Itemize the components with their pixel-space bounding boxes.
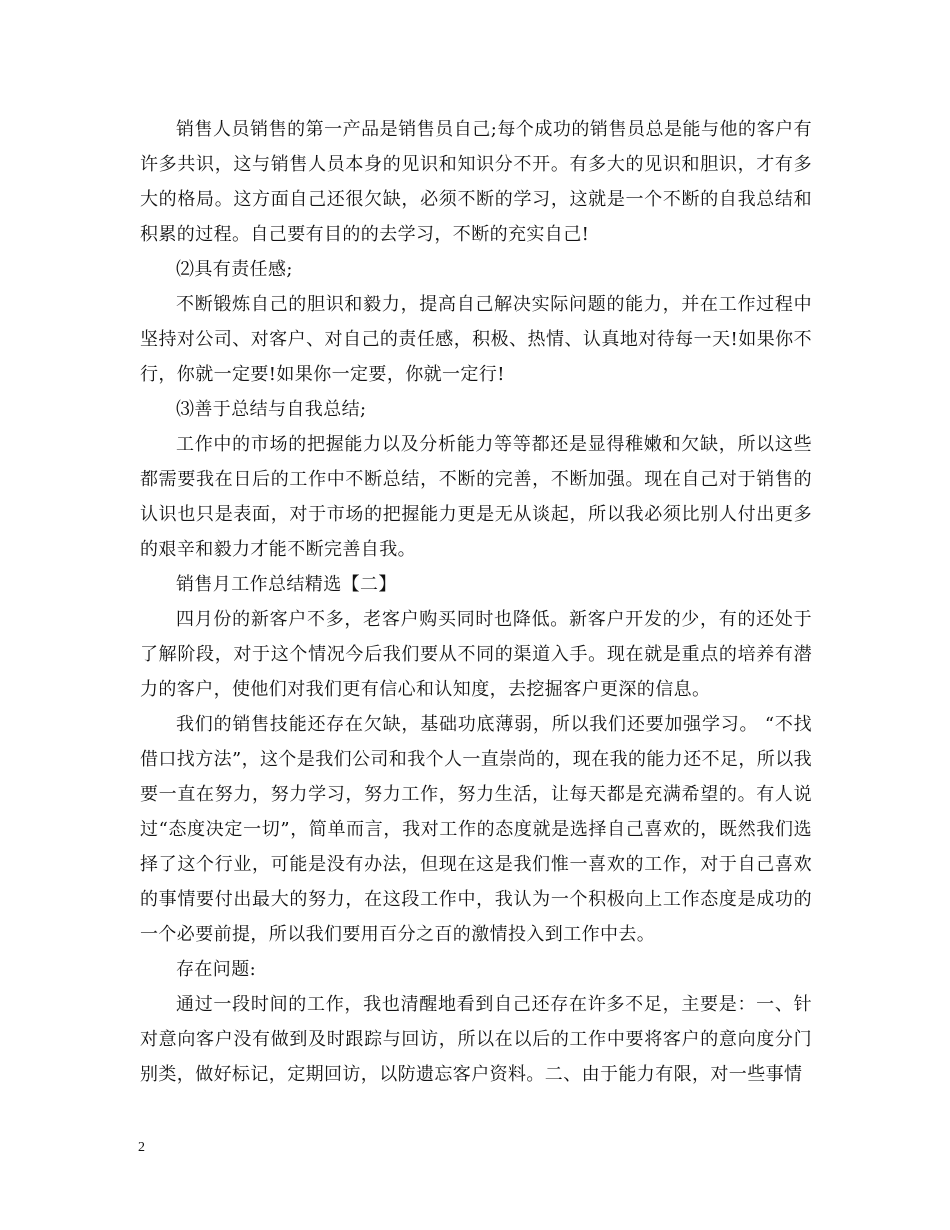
paragraph-1: 销售人员销售的第一产品是销售员自己;每个成功的销售员总是能与他的客户有许多共识，这与销售人员本身的见识和知识分不开。有多大的见识和胆识，才有多大的格局。这方面自己还很欠缺，必须不断的学习，这就是一个不断的自我总结和积累的过程。自己要有目的的去学习，不断的充实自己! bbox=[140, 119, 812, 245]
section-title: 销售月工作总结精选【二】 bbox=[176, 574, 397, 595]
paragraph-10: 通过一段时间的工作，我也清醒地看到自己还存在许多不足，主要是：一、针对意向客户没有做到及时跟踪与回访，所以在以后的工作中要将客户的意向度分门别类，做好标记，定期回访，以防遗忘客户资料。二、由于能力有限，对一些事情 bbox=[140, 994, 812, 1085]
page-number: 2 bbox=[138, 1140, 145, 1155]
paragraph-8: 我们的销售技能还存在欠缺，基础功底薄弱，所以我们还要加强学习。 “不找借口找方法”，这个是我们公司和我个人一直崇尚的，现在我的能力还不足，所以我要一直在努力，努力学习，努力工作，努力生活，让每天都是充满希望的。有人说过“态度决定一切”，简单而言，我对工作的态度就是选择自己喜欢的，既然我们选择了这个行业，可能是没有办法，但现在这是我们惟一喜欢的工作，对于自己喜欢的事情要付出最大的努力，在这段工作中，我认为一个积极向上工作态度是成功的一个必要前提，所以我们要用百分之百的激情投入到工作中去。 bbox=[140, 714, 812, 945]
paragraph-7: 四月份的新客户不多，老客户购买同时也降低。新客户开发的少，有的还处于了解阶段，对于这个情况今后我们要从不同的渠道入手。现在就是重点的培养有潜力的客户，使他们对我们更有信心和认知度，去挖掘客户更深的信息。 bbox=[140, 609, 812, 700]
paragraph-5: 工作中的市场的把握能力以及分析能力等等都还是显得稚嫩和欠缺，所以这些都需要我在日后的工作中不断总结，不断的完善，不断加强。现在自己对于销售的认识也只是表面，对于市场的把握能力更是无从谈起，所以我必须比别人付出更多的艰辛和毅力才能不断完善自我。 bbox=[140, 434, 812, 560]
document-body bbox=[140, 112, 812, 1092]
paragraph-9-heading: 存在问题: bbox=[176, 959, 257, 980]
paragraph-3: 不断锻炼自己的胆识和毅力，提高自己解决实际问题的能力，并在工作过程中坚持对公司、对客户、对自己的责任感，积极、热情、认真地对待每一天!如果你不行，你就一定要!如果你一定要，你就一定行! bbox=[140, 294, 812, 385]
paragraph-2-heading: ⑵具有责任感; bbox=[176, 259, 293, 280]
paragraph-4-heading: ⑶善于总结与自我总结; bbox=[176, 399, 367, 420]
